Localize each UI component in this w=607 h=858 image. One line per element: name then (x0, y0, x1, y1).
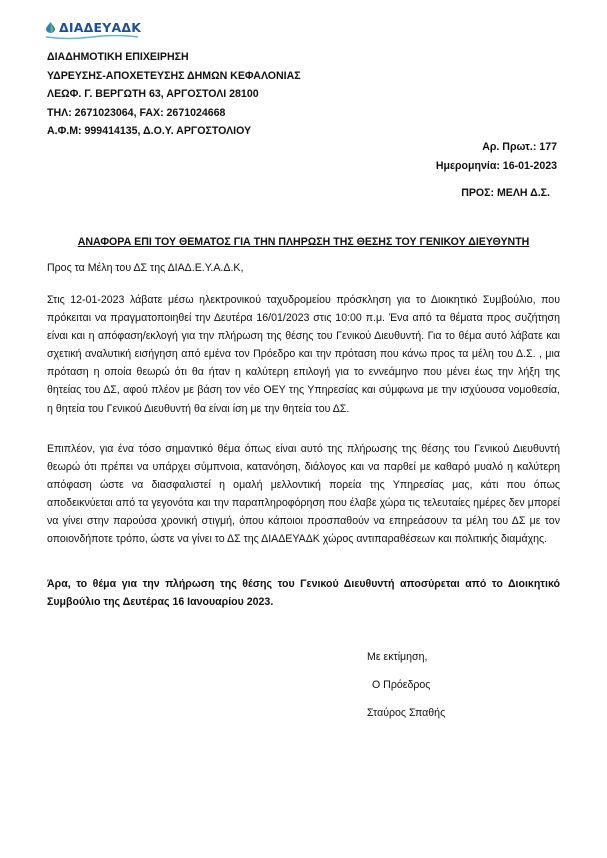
water-drop-icon (46, 22, 55, 33)
body-paragraph-1: Στις 12-01-2023 λάβατε μέσω ηλεκτρονικού ταχυδρομείου πρόσκληση για το Διοικητικό Συμβούλιο, που πρόκειται να πραγματοποιηθεί την Δευτέρα 16/01/2023 στις 10:00 π.μ. Ένα από τα θέματα προς συζήτηση είναι και η απόφαση/εκλογή για την πλήρωση της θέσης του Γενικού Διευθυντή. Για το θέμα αυτό λάβατε και σχετική αναλυτική εισήγηση από εμένα τον Πρόεδρο και την πρόταση που κάνω προς τα μέλη του Δ.Σ. , μια πρόταση η οποία θεωρώ ότι θα ήταν η καλύτερη επιλογή για το εννεάμηνο που μένει έως την λήξη της θητείας του ΔΣ, αφού πλέον με βάση τον νέο ΟΕΥ της Υπηρεσίας και σύμφωνα με την ισχύουσα νομοθεσία, η θητεία του Γενικού Διευθυντή θα είναι ίση με την θητεία του ΔΣ. (47, 294, 560, 415)
conclusion-paragraph: Άρα, το θέμα για την πλήρωση της θέσης του Γενικού Διευθυντή αποσύρεται από το Διοικητικό Συμβούλιο της Δευτέρας 16 Ιανουαρίου 2023. (47, 578, 560, 609)
org-tax-id: Α.Φ.Μ: 999414135, Δ.Ο.Υ. ΑΡΓΟΣΤΟΛΙΟΥ (47, 125, 252, 138)
wave-decoration-icon (46, 35, 138, 40)
org-address: ΛΕΩΦ. Γ. ΒΕΡΓΩΤΗ 63, ΑΡΓΟΣΤΟΛΙ 28100 (47, 88, 259, 101)
greeting: Προς τα Μέλη του ΔΣ της ΔΙΑΔ.Ε.Υ.Α.Δ.Κ, (47, 262, 244, 274)
document-title: ΑΝΑΦΟΡΑ ΕΠΙ ΤΟΥ ΘΕΜΑΤΟΣ ΓΙΑ ΤΗΝ ΠΛΗΡΩΣΗ ΤΗΣ ΘΕΣΗΣ ΤΟΥ ΓΕΝΙΚΟΥ ΔΙΕΥΘΥΝΤΗ (77, 236, 530, 248)
body-paragraph-2: Επιπλέον, για ένα τόσο σημαντικό θέμα όπως είναι αυτό της πλήρωσης της θέσης του Γενικού Διευθυντή θεωρώ ότι πρέπει να υπάρχει σύμπνοια, κατανόηση, διάλογος και να παρθεί με καθαρό μυαλό η καλύτερη απόφαση ώστε να διασφαλιστεί η ομαλή μελλοντική πορεία της Υπηρεσίας μας, κάτι που όπως αποδεικνύεται από τα γεγονότα και την παραπληροφόρηση που έλαβε χώρα τις τελευταίες ημέρες δεν μπορεί να γίνει στην παρούσα χρονική στιγμή, όπου κάποιοι προσπαθούν να επηρεάσουν τα μέλη του ΔΣ με τον οποιονδήποτε τρόπο, ώστε να γίνει το ΔΣ της ΔΙΑΔΕΥΑΔΚ χώρος αντιπαραθέσεων και πολιτικής διαμάχης. (47, 443, 560, 546)
org-name-line-2: ΥΔΡΕΥΣΗΣ-ΑΠΟΧΕΤΕΥΣΗΣ ΔΗΜΩΝ ΚΕΦΑΛΟΝΙΑΣ (47, 69, 301, 82)
logo-brand-text: ΔΙΑΔΕΥΑΔΚ (59, 19, 142, 35)
org-name-line-1: ΔΙΑΔΗΜΟΤΙΚΗ ΕΠΙΧΕΙΡΗΣΗ (47, 51, 189, 63)
document-date: Ημερομηνία: 16-01-2023 (435, 159, 557, 172)
signature-name: Σταύρος Σπαθής (367, 707, 446, 719)
signature-closing: Με εκτίμηση, (367, 651, 428, 663)
signature-role: Ο Πρόεδρος (372, 679, 431, 691)
organization-header (47, 48, 301, 141)
protocol-number: Αρ. Πρωτ.: 177 (482, 141, 557, 153)
recipient-line: ΠΡΟΣ: ΜΕΛΗ Δ.Σ. (461, 187, 550, 199)
company-logo (46, 16, 141, 38)
org-phone-fax: ΤΗΛ: 2671023064, FAX: 2671024668 (47, 106, 226, 119)
reference-block (436, 138, 557, 175)
